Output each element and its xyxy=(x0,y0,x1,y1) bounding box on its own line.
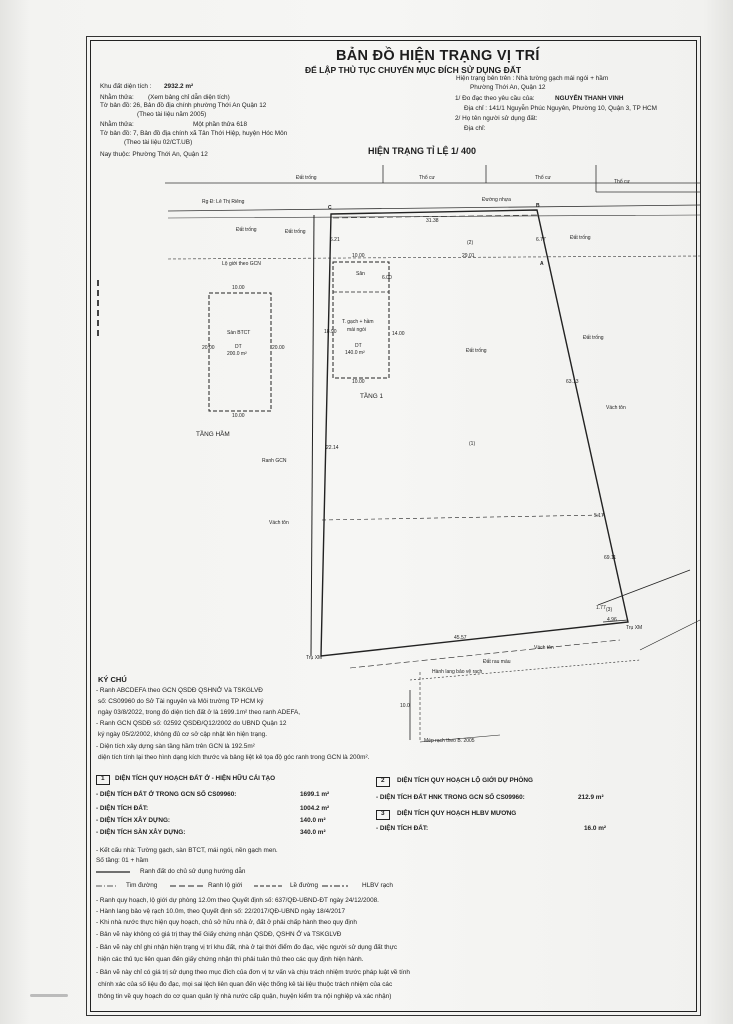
label-vach-ton-bottom: Vách tôn xyxy=(534,645,554,651)
dim-left-side2: 22.14 xyxy=(326,445,339,451)
requester-name: NGUYỄN THANH VINH xyxy=(555,95,624,102)
point-a: A xyxy=(540,261,544,267)
parcel-no-value-2: Một phần thửa 618 xyxy=(193,121,248,128)
label-tho-cu-3: Thổ cư xyxy=(614,179,630,185)
drawing-title: HIỆN TRẠNG TỈ LỆ 1/ 400 xyxy=(368,146,477,156)
footnote-5: - Bản vẽ này chỉ ghi nhận hiện trạng vị trí khu đất, nhà ở tại thời điểm đo đạc, việc người sử dụng đất thực xyxy=(96,944,398,951)
label-duong-nhua: Đường nhựa xyxy=(482,197,511,203)
label-tho-cu-1: Thổ cư xyxy=(419,175,435,181)
label-road-name: Rg Đ: Lê Thị Riêng xyxy=(202,199,245,205)
requester-label: 1/ Đo đạc theo yêu cầu của: xyxy=(455,95,535,102)
note-line-2: số: CS09960 do Sở Tài nguyên và Môi trường TP HCM ký xyxy=(98,698,264,705)
point-c: C xyxy=(328,205,332,211)
label-zone1: (1) xyxy=(469,441,476,447)
dim-house-h: 14.00 xyxy=(392,331,405,337)
map-sheet-1: Tờ bản đồ: 26, Bản đồ địa chính phường Thới An Quận 12 xyxy=(100,102,267,109)
footnote-1: - Ranh quy hoạch, lộ giới dự phòng 12.0m theo Quyết định số: 637/QĐ-UBND-ĐT ngày 24/12/2008. xyxy=(96,897,379,904)
dim-6: 6.21 xyxy=(330,237,340,243)
note-line-4: - Ranh GCN QSDĐ số: 02592 QSDĐ/Q12/2002 do UBND Quận 12 xyxy=(96,720,287,727)
dim-6b: 6.00 xyxy=(382,275,392,281)
footnote-4: - Bản vẽ này không có giá trị thay thế Giấy chứng nhận QSDĐ, QSHN Ở và TSKGLVĐ xyxy=(96,931,342,938)
dim-10-road: 10.0 xyxy=(400,703,410,709)
note-line-1: - Ranh ABCDEFA theo GCN QSDĐ QSHNỞ Và TSKGLVĐ xyxy=(96,687,263,694)
table-left-row-3-value: 140.0 m² xyxy=(300,817,326,824)
page-title: BẢN ĐỒ HIỆN TRẠNG VỊ TRÍ xyxy=(336,48,540,64)
table-right-no: 2 xyxy=(381,777,385,784)
point-b: B xyxy=(536,203,540,209)
label-basement-dt: DT xyxy=(235,344,242,350)
table-left-row-4-label: - DIỆN TÍCH SÀN XÂY DỰNG: xyxy=(96,829,186,836)
label-dat-trong-left-2: Đất trống xyxy=(285,229,306,235)
table-left-row-4-value: 340.0 m² xyxy=(300,829,326,836)
legend-l2c: Lề đường xyxy=(290,882,319,889)
table-right-no2: 3 xyxy=(381,810,385,817)
user-label: 2/ Họ tên người sử dụng đất: xyxy=(455,115,538,122)
table-right-row2-label: - DIỆN TÍCH ĐẤT: xyxy=(376,825,429,832)
ward: Nay thuộc: Phường Thới An, Quận 12 xyxy=(100,151,208,158)
label-hanh-lang: Hành lang bảo vệ rạch xyxy=(432,669,483,675)
dim-house-w: 10.00 xyxy=(352,253,365,259)
parcel-no-label-2: Nhằm thửa: xyxy=(100,121,134,128)
label-mep-rach: Mép rạch theo B. 2005 xyxy=(424,738,475,744)
dim-small-4: 1.77 xyxy=(596,605,606,611)
label-house: T. gạch + hầm xyxy=(342,319,374,325)
label-vach-ton-left: Vách tôn xyxy=(269,520,289,526)
dim-left-side: 18.90 xyxy=(324,329,337,335)
footnote-6: hiện các thủ tục liên quan đến giấy chứng nhận thì phải tuân thủ theo các quy định hiện hành. xyxy=(98,956,364,963)
notes-heading: KÝ CHÚ xyxy=(98,675,127,684)
table-left-row-2-label: - DIỆN TÍCH ĐẤT: xyxy=(96,805,149,812)
label-tang-ham: TẦNG HẦM xyxy=(196,431,230,438)
dim-basement-h: 20.00 xyxy=(202,345,215,351)
footnote-7: - Bản vẽ này chỉ có giá trị sử dụng theo mục đích của đơn vị tư vấn và chịu trách nhiệm trước pháp luật về tính xyxy=(96,969,410,976)
footnote-3: - Khi nhà nước thực hiện quy hoạch, chủ sở hữu nhà ở, đất ở phải chấp hành theo quy định xyxy=(96,919,357,926)
area-value: 2932.2 m² xyxy=(164,83,194,90)
parcel-boundary xyxy=(311,210,700,656)
dim-top: 31.38 xyxy=(426,218,439,224)
note-line-7: diện tích tính lại theo hình dạng kích thước và bảng liệt kê tọa độ góc ranh trong GCN là 200m². xyxy=(98,754,370,761)
label-zone3: (3) xyxy=(606,607,613,613)
parcel-no-label: Nhằm thửa: xyxy=(100,94,134,101)
dim-basement-h2: 20.00 xyxy=(272,345,285,351)
label-house-dt: DT xyxy=(355,343,362,349)
label-dat-trong-center: Đất trống xyxy=(466,348,487,354)
parcel-no-value: (Xem bảng chỉ dẫn diện tích) xyxy=(148,94,230,101)
map-sheet-1-note: (Theo tài liệu năm 2005) xyxy=(137,111,207,118)
label-vach-ton-right: Vách tôn xyxy=(606,405,626,411)
status-line-2: Phường Thới An, Quận 12 xyxy=(470,84,546,91)
dim-bottom: 45.57 xyxy=(454,635,467,641)
footnote-8: chính xác của số liệu đo đạc, mọi sai lệch liên quan đến việc thống kê tài liệu thuộc trách nhiệm của các xyxy=(98,981,393,988)
table-right-row-label: - DIỆN TÍCH ĐẤT HNK TRONG GCN SỐ CS09960: xyxy=(376,794,525,801)
table-left-row-1-label: - DIỆN TÍCH ĐẤT Ở TRONG GCN SỐ CS09960: xyxy=(96,791,237,798)
label-basement-name: Sàn BTCT xyxy=(227,330,251,336)
user-address: Địa chỉ: xyxy=(464,125,486,132)
label-dat-trong-right-2: Đất trống xyxy=(583,335,604,341)
footnote-9: thông tin về quy hoạch do cơ quan quản lý nhà nước cấp quận, huyện kiểm tra nội nghiệp và xác nhận) xyxy=(98,993,392,1000)
label-tang1: TẦNG 1 xyxy=(360,393,384,400)
note-line-6: - Diện tích xây dựng sàn tầng hầm trên GCN là 192.5m² xyxy=(96,743,255,750)
dim-basement-w2: 10.00 xyxy=(232,413,245,419)
dim-right-side2: 69.11 xyxy=(604,555,617,561)
page-subtitle: ĐỂ LẬP THỦ TỤC CHUYỂN MỤC ĐÍCH SỬ DỤNG ĐẤT xyxy=(305,65,522,75)
table-right-row2-value: 16.0 m² xyxy=(584,825,607,832)
label-lo-gioi: Lộ giới theo GCN xyxy=(222,261,261,267)
label-dat-trong-left-1: Đất trống xyxy=(236,227,257,233)
status-line-1: Hiện trạng bên trên : Nhà tường gạch mái ngói + hầm xyxy=(456,75,609,82)
canal-lines xyxy=(350,640,640,742)
note-line-5: ký ngày 05/2/2002, không đủ cơ sở cập nhật lên hiện trạng. xyxy=(98,731,267,738)
table-left-no: 1 xyxy=(101,775,105,782)
label-tru-xm-left: Trụ XM xyxy=(306,655,323,661)
dim-small-1: 6.77 xyxy=(536,237,546,243)
label-dat-trong-right-1: Đất trống xyxy=(570,235,591,241)
table-left-row-1-value: 1699.1 m² xyxy=(300,791,330,798)
dim-basement-w: 10.00 xyxy=(232,285,245,291)
dim-small-2: 5.17 xyxy=(594,513,604,519)
map-sheet-2: Tờ bản đồ: 7, Bản đồ địa chính xã Tân Thới Hiệp, huyện Hóc Môn xyxy=(100,130,288,137)
footnote-2: - Hành lang bảo vệ rạch 10.0m, theo Quyết định số: 22/2017/QĐ-UBND ngày 18/4/2017 xyxy=(96,908,346,915)
label-dat-rau-mau: Đất rau màu xyxy=(483,659,511,665)
legend-l2b: Ranh lộ giới xyxy=(208,882,243,889)
table-left-heading: DIỆN TÍCH QUY HOẠCH ĐẤT Ở - HIỆN HỮU CẢI TẠO xyxy=(115,775,276,782)
table-right-heading: DIỆN TÍCH QUY HOẠCH LỘ GIỚI DỰ PHÒNG xyxy=(397,777,533,784)
dim-right-side: 63.13 xyxy=(566,379,579,385)
legend-l2a: Tim đường xyxy=(126,882,158,889)
label-zone2: (2) xyxy=(467,240,474,246)
table-left-row-3-label: - DIỆN TÍCH XÂY DỰNG: xyxy=(96,817,171,824)
table-left-row-2-value: 1004.2 m² xyxy=(300,805,330,812)
label-ranh-gcn: Ranh GCN xyxy=(262,458,287,464)
label-san: Sân xyxy=(356,271,365,277)
legend-l2d: HLBV rạch xyxy=(362,882,393,889)
label-dat-trong-top: Đất trống xyxy=(296,175,317,181)
label-house-area: 140.0 m² xyxy=(345,350,365,356)
legend-structure: - Kết cấu nhà: Tường gạch, sàn BTCT, mái ngói, nền gạch men. xyxy=(96,847,278,854)
label-tru-xm-right: Trụ XM xyxy=(626,625,643,631)
dim-house-w2: 10.00 xyxy=(352,379,365,385)
dim-lo-gioi: 29.01 xyxy=(462,253,475,259)
note-line-3: ngày 03/8/2022, trong đó diện tích đất ở là 1699.1m² theo ranh ADEFA, xyxy=(98,709,301,716)
map-sheet-2-note: (Theo tài liệu 02/CT.UB) xyxy=(124,139,193,146)
owner-address: Địa chỉ : 141/1 Nguyễn Phúc Nguyên, Phường 10, Quận 3, TP HCM xyxy=(464,105,657,112)
scan-artifact xyxy=(30,994,68,997)
area-label: Khu đất diện tích : xyxy=(100,83,152,90)
dim-small-3: 4.96 xyxy=(607,617,617,623)
label-basement-area: 200.0 m² xyxy=(227,351,247,357)
legend-floors: Số tầng: 01 + hầm xyxy=(96,857,149,864)
legend-l1: Ranh đất do chủ sử dụng hướng dẫn xyxy=(140,868,246,875)
label-house-2: mái ngói xyxy=(347,327,366,333)
label-tho-cu-2: Thổ cư xyxy=(535,175,551,181)
table-right-heading2: DIỆN TÍCH QUY HOẠCH HLBV MƯƠNG xyxy=(397,810,517,817)
table-right-row-value: 212.9 m² xyxy=(578,794,604,801)
